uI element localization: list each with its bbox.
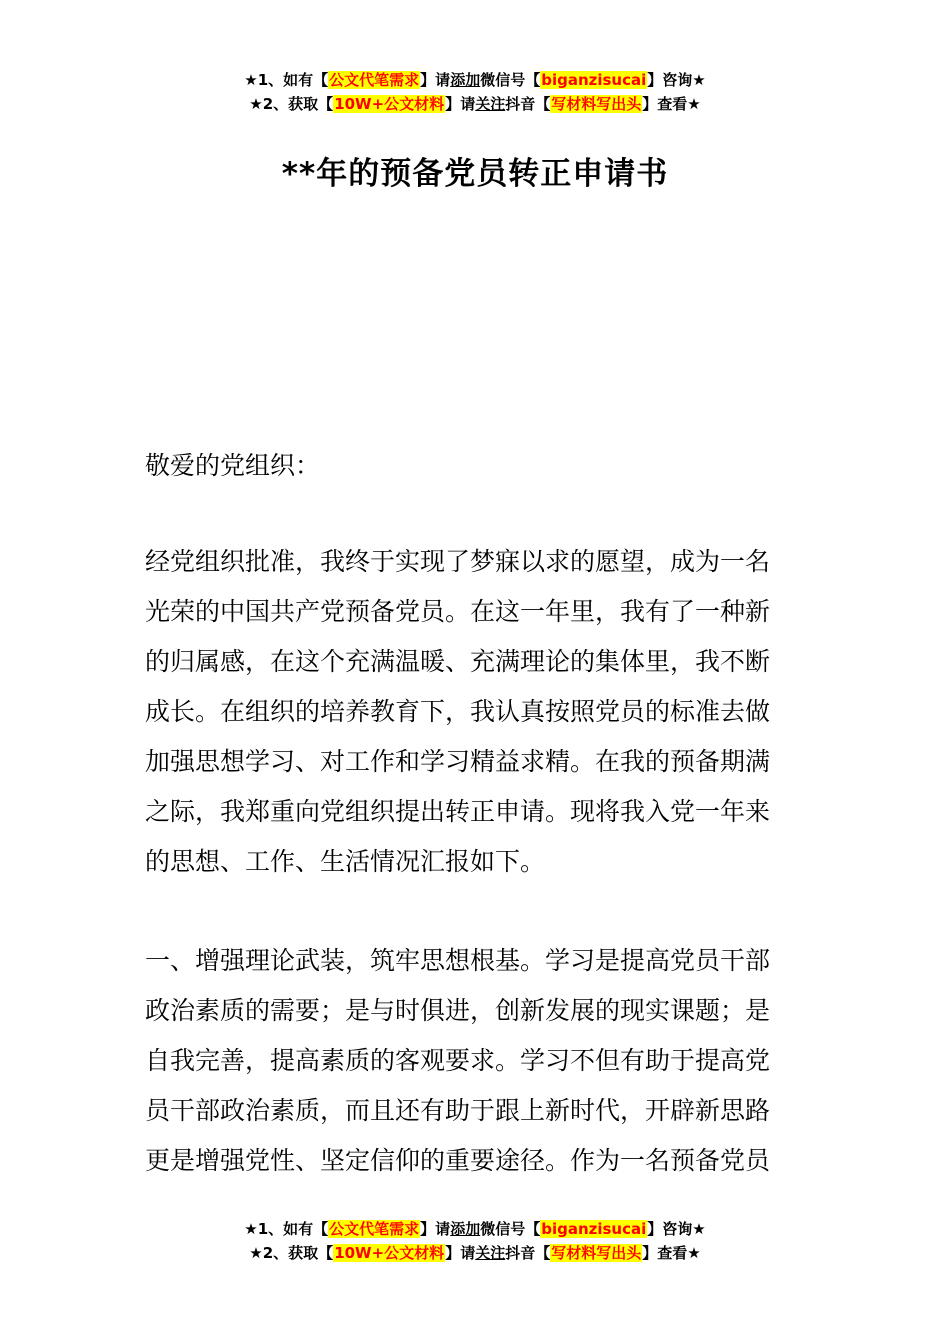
highlight-text: biganzisucai [541, 1220, 647, 1238]
banner-text: ★2、获取【 [249, 1244, 334, 1262]
banner-text: 】咨询★ [647, 71, 706, 89]
underlined-text: 关注 [475, 1244, 506, 1262]
underlined-text: 添加 [450, 1220, 481, 1238]
banner-text: 】查看★ [642, 1244, 701, 1262]
highlight-text: 公文代笔需求 [329, 1220, 420, 1238]
text-line: 成长。在组织的培养教育下，我认真按照党员的标准去做 [145, 697, 771, 726]
highlight-text: 写材料写出头 [551, 1244, 642, 1262]
text-line: 自我完善，提高素质的客观要求。学习不但有助于提高党 [145, 1046, 771, 1075]
banner-text: 抖音【 [505, 95, 551, 113]
text-line: 一、增强理论武装，筑牢思想根基。学习是提高党员干部 [145, 946, 771, 975]
document-title: **年的预备党员转正申请书 [281, 156, 669, 192]
text-line: 之际，我郑重向党组织提出转正申请。现将我入党一年来 [145, 797, 771, 826]
footer-banner [0, 1217, 950, 1265]
underlined-text: 关注 [475, 95, 506, 113]
text-line: 经党组织批准，我终于实现了梦寐以求的愿望，成为一名 [145, 547, 771, 576]
text-line: 政治素质的需要；是与时俱进，创新发展的现实课题；是 [145, 996, 771, 1025]
banner-text: 微信号【 [480, 1220, 541, 1238]
banner-line-2 [0, 1241, 950, 1265]
banner-text: 】请 [420, 71, 451, 89]
text-line: 员干部政治素质，而且还有助于跟上新时代，开辟新思路 [145, 1096, 771, 1125]
text-line: 光荣的中国共产党预备党员。在这一年里，我有了一种新 [145, 597, 771, 626]
text-line: 的归属感，在这个充满温暖、充满理论的集体里，我不断 [145, 647, 771, 676]
salutation: 敬爱的党组织： [145, 451, 321, 480]
banner-text: ★1、如有【 [244, 1220, 329, 1238]
highlight-text: 写材料写出头 [551, 95, 642, 113]
underlined-text: 添加 [450, 71, 481, 89]
highlight-text: 10W+公文材料 [334, 95, 445, 113]
highlight-text: 10W+公文材料 [334, 1244, 445, 1262]
banner-text: ★2、获取【 [249, 95, 334, 113]
banner-text: 微信号【 [480, 71, 541, 89]
banner-text: 】查看★ [642, 95, 701, 113]
banner-text: 】请 [445, 1244, 476, 1262]
text-line: 加强思想学习、对工作和学习精益求精。在我的预备期满 [145, 747, 771, 776]
banner-line-1 [0, 68, 950, 92]
text-line: 的思想、工作、生活情况汇报如下。 [145, 847, 546, 876]
banner-text: 】请 [445, 95, 476, 113]
text-line: 更是增强党性、坚定信仰的重要途径。作为一名预备党员 [145, 1146, 771, 1175]
banner-line-1 [0, 1217, 950, 1241]
highlight-text: 公文代笔需求 [329, 71, 420, 89]
banner-text: ★1、如有【 [244, 71, 329, 89]
paragraph-2 [145, 936, 807, 1186]
paragraph-1 [145, 537, 807, 887]
banner-text: 】请 [420, 1220, 451, 1238]
banner-text: 抖音【 [505, 1244, 551, 1262]
banner-text: 】咨询★ [647, 1220, 706, 1238]
highlight-text: biganzisucai [541, 71, 647, 89]
banner-line-2 [0, 92, 950, 116]
header-banner [0, 68, 950, 116]
